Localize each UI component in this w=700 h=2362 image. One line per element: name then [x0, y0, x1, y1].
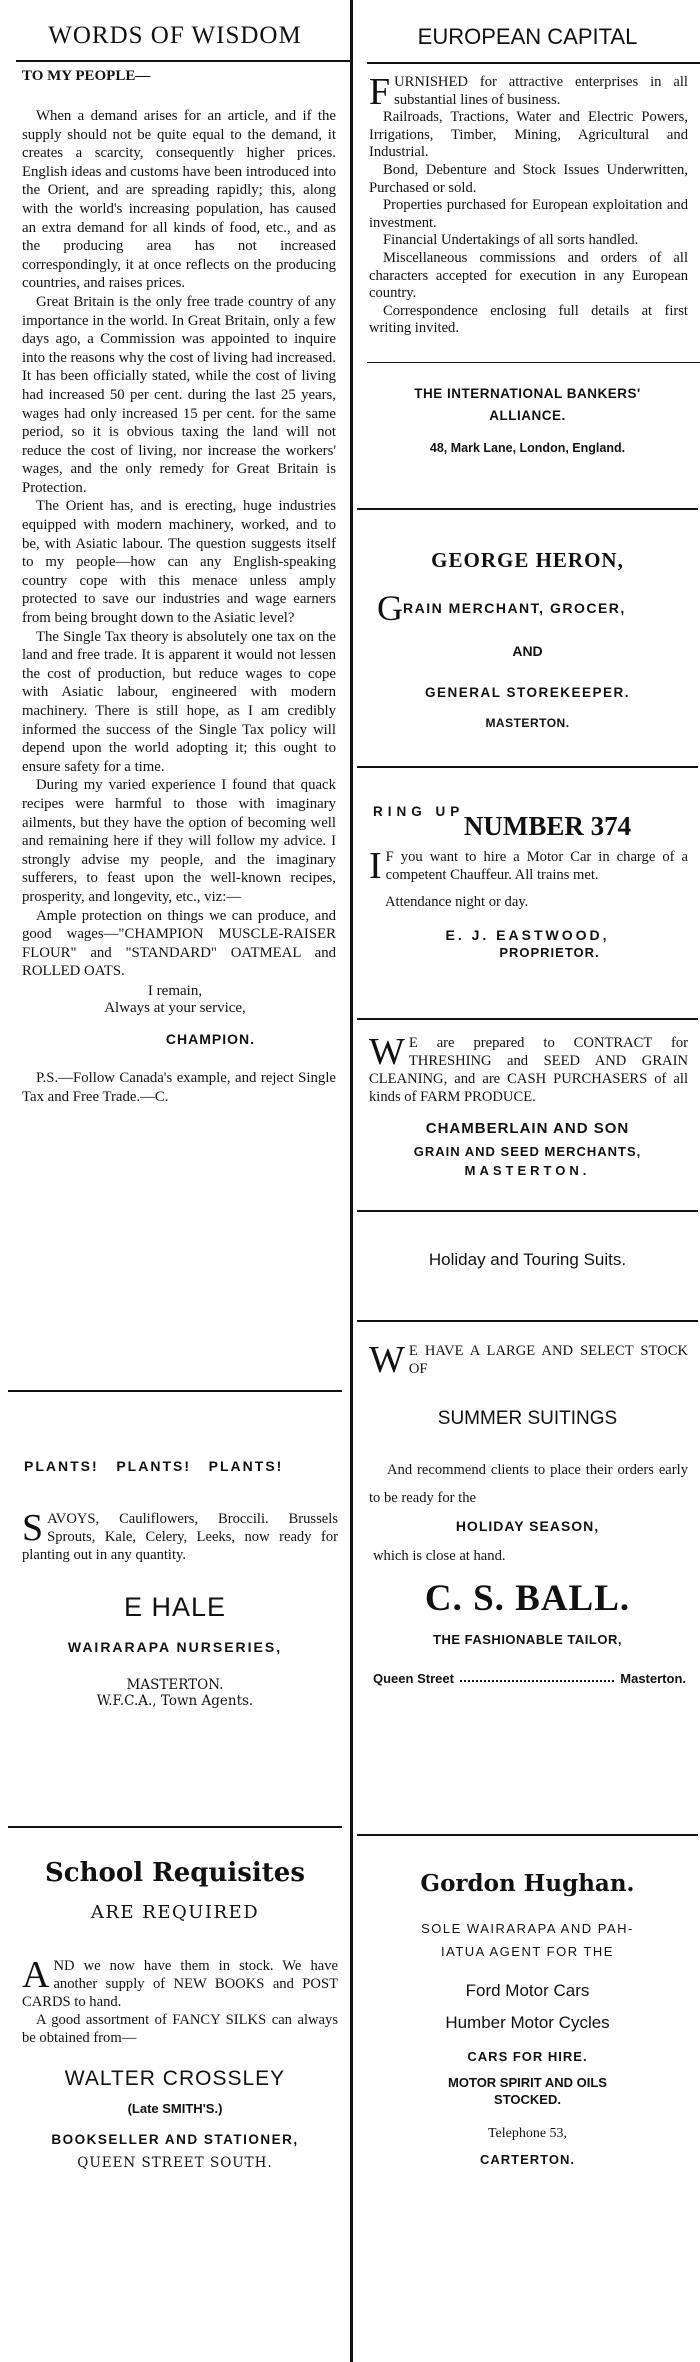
divider — [357, 1210, 698, 1212]
humber-cycles: Humber Motor Cycles — [445, 2013, 610, 2032]
divider — [8, 1826, 342, 1828]
holiday-season: HOLIDAY SEASON, — [455, 1518, 600, 1534]
town: CARTERTON. — [480, 2152, 575, 2167]
advertiser-name: C. S. BALL. — [424, 1578, 631, 1619]
divider — [357, 1320, 698, 1322]
dropcap: F — [369, 71, 391, 113]
paragraph: Great Britain is the only free trade country of any importance in the world. In Great Britain, only a few days ago, a Commission was appointed to inquire into the reasons why the cost of living had increased. It has been officially stated, while the cost of living had increased 50 per cent. during the last 25 years, wages had only increased 15 per cent. for the same period, so it is obvious taxing the land will not reduce the cost of living, nor increase the workers' wages, and the only remedy for Great Britain is Protection. — [22, 293, 336, 496]
town: MASTERTON. — [126, 1677, 224, 1693]
trade-line — [355, 573, 700, 629]
column-divider — [350, 0, 353, 2362]
chamberlain-ad — [355, 1028, 700, 1178]
service-line: Railroads, Tractions, Water and Electric Powers, Irrigations, Timber, Mining, Agricultural and Industrial. — [369, 109, 688, 161]
advertiser-name: E HALE — [123, 1592, 227, 1622]
words-of-wisdom-ad — [0, 0, 350, 1106]
divider — [357, 766, 698, 768]
dropcap: W — [369, 1031, 405, 1073]
eastwood-body — [355, 845, 700, 887]
holiday-suits-header — [355, 1220, 700, 1270]
divider — [357, 508, 698, 510]
ps-text: P.S.—Follow Canada's example, and reject Single Tax and Free Trade.—C. — [22, 1069, 336, 1105]
service-line: Properties purchased for European exploitation and investment. — [369, 197, 688, 231]
trade: RAIN MERCHANT, GROCER, — [403, 600, 626, 616]
intro-text: URNISHED for attractive enterprises in all substantial lines of business. — [394, 74, 688, 108]
closing: I remain, — [147, 982, 203, 999]
and-text: AND — [512, 643, 543, 659]
agent-line-2: IATUA AGENT FOR THE — [441, 1944, 614, 1959]
paragraph: Ample protection on things we can produce, and good wages—"CHAMPION MUSCLE-RAISER FLOUR" and "STANDARD" OATMEAL and ROLLED OATS. — [22, 907, 336, 980]
plants-body — [0, 1507, 350, 1564]
summer-suitings: SUMMER SUITINGS — [437, 1408, 618, 1429]
address-line — [355, 1647, 700, 1686]
service-line: Correspondence enclosing full details at first writing invited. — [369, 302, 688, 337]
phone-number: NUMBER 374 — [463, 811, 632, 841]
eastwood-text: F you want to hire a Motor Car in charge of a competent Chauffeur. All trains met. — [385, 849, 688, 883]
school-text-2: A good assortment of FANCY SILKS can always be obtained from— — [22, 2012, 338, 2046]
divider — [357, 1834, 698, 1836]
attendance: Attendance night or day. — [385, 894, 529, 910]
plants-ad — [0, 1400, 350, 1709]
school-requisites-ad — [0, 1836, 350, 2171]
motor-spirit: MOTOR SPIRIT AND OILS STOCKED. — [448, 2075, 607, 2107]
proprietor-name: E. J. EASTWOOD, — [445, 927, 610, 943]
cs-ball-ad — [355, 1330, 700, 1686]
service-line: Financial Undertakings of all sorts handled. — [383, 232, 639, 249]
firm-address: 48, Mark Lane, London, England. — [429, 440, 626, 455]
dropcap: G — [377, 588, 403, 628]
european-capital-ad — [355, 0, 700, 455]
close-at-hand: which is close at hand. — [373, 1548, 506, 1564]
closing-line: Always at your service, — [104, 999, 246, 1016]
late-note: (Late SMITH'S.) — [127, 2101, 223, 2116]
signature: CHAMPION. — [165, 1030, 255, 1047]
town: MASTERTON. — [485, 716, 570, 730]
advertiser-name: WALTER CROSSLEY — [64, 2067, 286, 2090]
salutation: TO MY PEOPLE— — [22, 68, 151, 84]
proprietor-title: PROPRIETOR. — [499, 945, 600, 960]
subtitle: ARE REQUIRED — [90, 1902, 260, 1923]
plants-header: PLANTS! PLANTS! PLANTS! — [24, 1458, 284, 1474]
street: Queen Street — [373, 1671, 454, 1686]
dropcap: S — [22, 1507, 44, 1549]
divider — [16, 60, 350, 62]
paragraph: When a demand arises for an article, and if the supply should not be quite equal to the demand, it creates a scarcity, consequently higher prices. English ideas and customs have been introduced into the Orient, and are spreading rapidly; this, along with the world's increasing population, has caused an extra demand for all kinds of food, etc., and as the producing area has not increased correspondingly, it at once reflects on the producing countries, and raises prices. — [22, 108, 336, 292]
gordon-hughan-ad — [355, 1844, 700, 2167]
dot-leader — [460, 1671, 614, 1682]
article-body — [0, 107, 350, 981]
right-column — [355, 0, 700, 2362]
telephone: Telephone 53, — [487, 2126, 568, 2141]
service-line: Miscellaneous commissions and orders of all characters accepted for execution in any European country. — [369, 249, 688, 302]
address: QUEEN STREET SOUTH. — [77, 2155, 273, 2171]
cars-for-hire: CARS FOR HIRE. — [467, 2049, 588, 2064]
advertiser-name: GEORGE HERON, — [431, 548, 624, 572]
plants-text: AVOYS, Cauliflowers, Broccili. Brussels Sprouts, Kale, Celery, Leeks, now ready for planting out in any quantity. — [22, 1511, 338, 1563]
paragraph: During my varied experience I found that quack recipes were harmful to those with imaginary ailments, but they have the option of becoming well and remaining here if they will follow my advice. I strongly advise my people, and the imaginary sufferers, to feast upon the well-known recipes, prosperity, and longevity, etc., viz:— — [22, 777, 336, 905]
paragraph: The Single Tax theory is absolutely one tax on the land and free trade. It is apparent it would not lessen the cost of production, but reduce wages to cope with Asiatic labour, engineered with modern machinery. There is still hope, as I am credibly informed the success of the Single Tax policy will depend upon the world adopting it; this ought to ensure safety for a time. — [22, 628, 336, 775]
firm-name: THE INTERNATIONAL BANKERS' ALLIANCE. — [414, 385, 641, 423]
chamberlain-body — [355, 1028, 700, 1106]
agents: W.F.C.A., Town Agents. — [96, 1693, 254, 1709]
george-heron-ad — [355, 518, 700, 730]
divider — [8, 1390, 342, 1392]
ring-up: RING UP — [373, 804, 465, 819]
dropcap: A — [22, 1954, 50, 1996]
trade: BOOKSELLER AND STATIONER, — [51, 2132, 299, 2147]
town: MASTERTON. — [464, 1163, 591, 1178]
divider — [367, 362, 700, 363]
recommend-text: And recommend clients to place their orders early to be ready for the — [369, 1462, 688, 1506]
advertiser-name: CHAMBERLAIN AND SON — [425, 1120, 630, 1137]
dropcap: W — [369, 1339, 405, 1381]
divider — [357, 1018, 698, 1020]
school-body — [0, 1954, 350, 2047]
trade: GRAIN AND SEED MERCHANTS, — [413, 1144, 642, 1159]
postscript — [0, 1069, 350, 1106]
trade-2: GENERAL STOREKEEPER. — [424, 685, 631, 700]
ad-title: EUROPEAN CAPITAL — [417, 24, 638, 49]
ball-body — [355, 1330, 700, 1381]
dropcap: I — [369, 845, 382, 887]
paragraph: The Orient has, and is erecting, huge industries equipped with modern machinery, worked, and to be, with Asiatic labour. The question suggests itself to my people—how can any English-speaking country cope with this menace unless amply protected to save our industries and wage earners from being brought down to the Asiatic level? — [22, 498, 336, 627]
eastwood-ad — [355, 776, 700, 960]
service-line: Bond, Debenture and Stock Issues Underwritten, Purchased or sold. — [369, 161, 688, 196]
ad-title: School Requisites — [45, 1858, 305, 1888]
chamberlain-text: E are prepared to CONTRACT for THRESHING and SEED AND GRAIN CLEANING, and are CASH PURCHASERS of all kinds of FARM PRODUCE. — [369, 1035, 688, 1105]
holiday-header: Holiday and Touring Suits. — [428, 1250, 627, 1269]
european-body — [355, 71, 700, 338]
trade: THE FASHIONABLE TAILOR, — [433, 1632, 622, 1647]
agent-line-1: SOLE WAIRARAPA AND PAH- — [421, 1921, 634, 1936]
divider — [367, 62, 700, 64]
advertiser-name: Gordon Hughan. — [420, 1870, 635, 1897]
business-name: WAIRARAPA NURSERIES, — [67, 1639, 283, 1655]
ball-text: E HAVE A LARGE AND SELECT STOCK OF — [408, 1343, 688, 1377]
town: Masterton. — [620, 1671, 686, 1686]
ad-title: WORDS OF WISDOM — [48, 22, 302, 49]
school-text: ND we now have them in stock. We have another supply of NEW BOOKS and POST CARDS to hand. — [22, 1958, 338, 2010]
ford-cars: Ford Motor Cars — [465, 1981, 590, 2000]
